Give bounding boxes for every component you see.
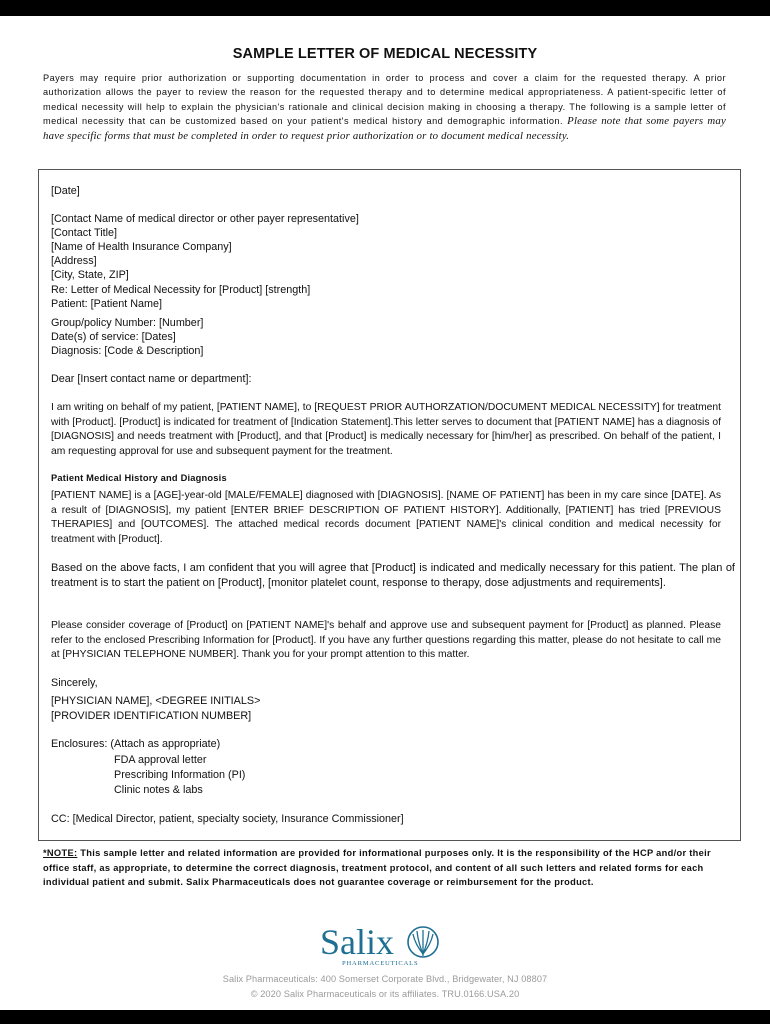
address-line: [Address] — [51, 255, 97, 267]
footer-copyright: © 2020 Salix Pharmaceuticals or its affiliates. TRU.0166.USA.20 — [250, 989, 520, 999]
letter-date: [Date] — [51, 185, 80, 197]
note-label: *NOTE: — [43, 848, 78, 858]
salix-logo — [320, 922, 450, 970]
page-title: SAMPLE LETTER OF MEDICAL NECESSITY — [232, 46, 538, 62]
salutation: Dear [Insert contact name or department]: — [51, 373, 252, 385]
address-line: [Contact Name of medical director or other payer representative] — [51, 213, 359, 225]
patient-line: Patient: [Patient Name] — [51, 298, 163, 310]
logo-subtitle: PHARMACEUTICALS — [342, 960, 419, 967]
detail-line: Date(s) of service: [Dates] — [51, 331, 176, 343]
signature-line: [PHYSICIAN NAME], <DEGREE INITIALS> — [51, 695, 261, 707]
paragraph-plan: Based on the above facts, I am confident that you will agree that [Product] is indicated and medically necessary for this patient. The plan of treatment is to start the patient on [Product], [monitor platelet count, response to therapy, dose adjustments and requirements]. — [51, 562, 735, 589]
history-heading: Patient Medical History and Diagnosis — [51, 473, 227, 483]
disclaimer-note — [43, 846, 723, 890]
detail-line: Diagnosis: [Code & Description] — [51, 345, 204, 357]
enclosure-item: Clinic notes & labs — [114, 784, 203, 796]
address-line: [Name of Health Insurance Company] — [51, 241, 232, 253]
address-line: [City, State, ZIP] — [51, 269, 129, 281]
note-text: This sample letter and related information are provided for informational purposes only. It is the responsibility of the HCP and/or their office staff, as appropriate, to determine the correct diagnosis, treatment protocol, and content of all such letters and related forms for each individual patient and submit. Salix Pharmaceuticals does not guarantee coverage or reimbursement for the product. — [43, 848, 711, 888]
enclosure-item: Prescribing Information (PI) — [114, 769, 246, 781]
footer-address: Salix Pharmaceuticals: 400 Somerset Corporate Blvd., Bridgewater, NJ 08807 — [222, 974, 548, 984]
bottom-black-bar — [0, 1010, 770, 1024]
paragraph-history: [PATIENT NAME] is a [AGE]-year-old [MALE/FEMALE] diagnosed with [DIAGNOSIS]. [NAME OF PATIENT] has been in my care since [DATE]. As a result of [DIAGNOSIS], my patient [ENTER BRIEF DESCRIPTION OF PATIENT HISTORY]. Additionally, [PATIENT] has tried [PREVIOUS THERAPIES] and [OUTCOMES]. The attached medical records document [PATIENT NAME]'s clinical condition and medical necessity for treatment with [Product]. — [51, 490, 721, 545]
detail-line: Group/policy Number: [Number] — [51, 317, 204, 329]
paragraph-coverage: Please consider coverage of [Product] on [PATIENT NAME]'s behalf and approve use and subsequent payment for [Product] as planned. Please refer to the enclosed Prescribing Information for [Product]. If you have any further questions regarding this matter, please do not hesitate to call me at [PHYSICIAN TELEPHONE NUMBER]. Thank you for your prompt attention to this matter. — [51, 620, 721, 661]
top-black-bar — [0, 0, 770, 16]
enclosure-item: FDA approval letter — [114, 754, 207, 766]
intro-paragraph — [43, 71, 726, 143]
re-line: Re: Letter of Medical Necessity for [Product] [strength] — [51, 284, 311, 296]
closing: Sincerely, — [51, 677, 98, 689]
willow-leaf-icon — [405, 924, 441, 960]
intro-text: Payers may require prior authorization or supporting documentation in order to process and cover a claim for the requested therapy. A prior authorization allows the payer to review the reason for the requested therapy and to determine medical appropriateness. A patient-specific letter of medical necessity will help to explain the physician's rationale and clinical decision making in choosing a therapy. The following is a sample letter of medical necessity that can be customized based on your patient's medical history and demographic information. — [43, 73, 726, 127]
intro-italic-note: Please note that some payers may have specific forms that must be completed in order to request prior authorization or to document medical necessity. — [43, 115, 726, 142]
address-line: [Contact Title] — [51, 227, 118, 239]
logo-wordmark: Salix — [320, 922, 395, 962]
cc-line: CC: [Medical Director, patient, specialty society, Insurance Commissioner] — [51, 813, 404, 825]
letter-template-box — [38, 169, 741, 841]
signature-line: [PROVIDER IDENTIFICATION NUMBER] — [51, 710, 252, 722]
enclosures-label: Enclosures: (Attach as appropriate) — [51, 738, 221, 750]
paragraph-request: I am writing on behalf of my patient, [PATIENT NAME], to [REQUEST PRIOR AUTHORZATION/DOCUMENT MEDICAL NECESSITY] for treatment with [Product]. [Product] is indicated for treatment of [Indication Statement].This letter serves to document that [PATIENT NAME] has a diagnosis of [DIAGNOSIS] and needs treatment with [Product], and that [Product] is medically necessary for [him/her] as prescribed. On behalf of the patient, I am requesting approval for use and subsequent payment for the treatment. — [51, 402, 721, 457]
